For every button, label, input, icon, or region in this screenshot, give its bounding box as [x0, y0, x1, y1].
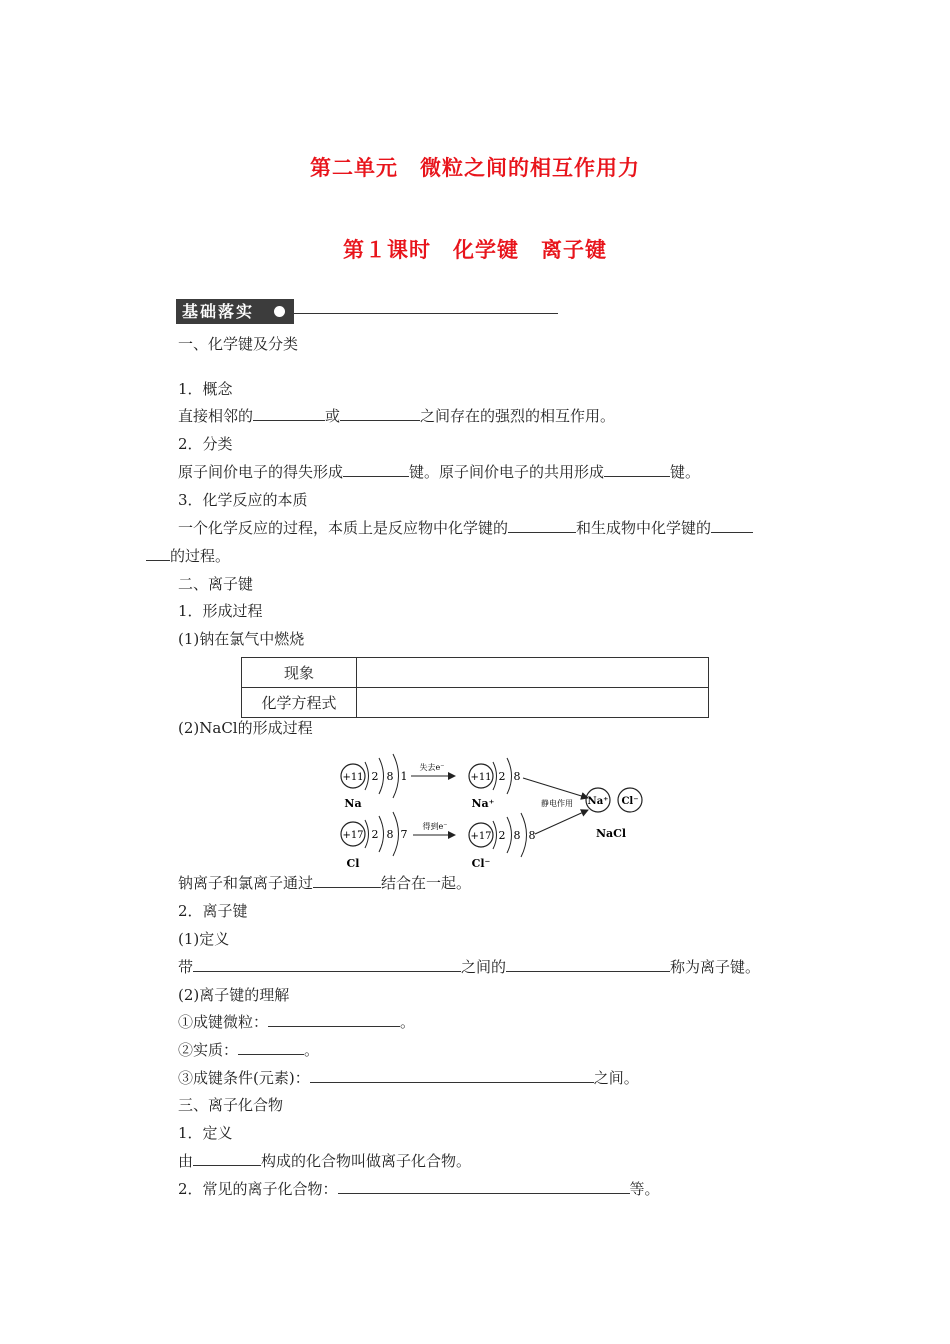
classification-line: 原子间价电子的得失形成 键。原子间价电子的共用形成 键。 — [178, 463, 701, 481]
table-row — [242, 688, 709, 718]
nacl-formation-diagram — [335, 750, 655, 875]
cl-core-text: +17 — [342, 830, 364, 841]
banner-label: 基础落实 — [176, 299, 294, 324]
blank-field[interactable] — [268, 1012, 400, 1027]
blank-field[interactable] — [338, 1179, 630, 1194]
blank-field[interactable] — [253, 406, 325, 421]
blank-field[interactable] — [343, 462, 409, 477]
cl-ion-core-text: +17 — [470, 831, 492, 842]
blank-field[interactable] — [506, 957, 670, 972]
na-ion-core-text: +11 — [470, 772, 492, 783]
blank-field[interactable] — [146, 546, 170, 561]
table-label-phenomenon: 现象 — [242, 658, 357, 688]
table-answer-cell[interactable] — [357, 658, 709, 688]
shell-count: 8 — [528, 829, 536, 842]
shell-arc — [393, 754, 399, 798]
shell-arc — [393, 812, 399, 856]
formation-title: 1．形成过程 — [178, 602, 263, 620]
shell-arc — [507, 817, 512, 853]
shell-arc — [379, 758, 384, 794]
blank-field[interactable] — [340, 406, 420, 421]
unit-title: 第二单元 微粒之间的相互作用力 — [310, 156, 640, 180]
lose-electron-label: 失去e⁻ — [419, 763, 445, 772]
nacl-product-label: NaCl — [595, 827, 627, 840]
blank-field[interactable] — [310, 1068, 594, 1083]
shell-arc — [507, 758, 512, 794]
shell-arc — [521, 813, 527, 857]
cl-minus-text: Cl⁻ — [621, 796, 639, 807]
burning-title: (1)钠在氯气中燃烧 — [178, 630, 305, 648]
shell-count: 8 — [386, 828, 394, 841]
cl-ion-label: Cl⁻ — [471, 857, 491, 870]
common-compounds-line: 2．常见的离子化合物： 等。 — [178, 1180, 660, 1198]
electrostatic-label: 静电作用 — [541, 799, 573, 808]
section-banner — [176, 299, 558, 325]
na-ion-label: Na⁺ — [471, 797, 495, 810]
converge-arrow-bottom — [535, 810, 588, 834]
understanding-title: (2)离子键的理解 — [178, 986, 290, 1004]
classification-title: 2．分类 — [178, 435, 233, 453]
shell-count: 2 — [371, 828, 379, 841]
section-3-heading: 三、离子化合物 — [178, 1096, 284, 1114]
na-core-text: +11 — [342, 772, 364, 783]
blank-field[interactable] — [193, 1151, 261, 1166]
blank-field[interactable] — [508, 518, 576, 533]
essence-title: 3．化学反应的本质 — [178, 491, 308, 509]
table-row — [242, 658, 709, 688]
shell-count: 2 — [498, 770, 506, 783]
table-label-equation: 化学方程式 — [242, 688, 357, 718]
blank-field[interactable] — [238, 1040, 304, 1055]
section-1-heading: 一、化学键及分类 — [178, 335, 299, 353]
shell-count: 7 — [400, 828, 408, 841]
na-label: Na — [344, 797, 362, 810]
shell-count: 8 — [513, 829, 521, 842]
ionic-compound-def-title: 1．定义 — [178, 1124, 233, 1142]
observation-table — [241, 657, 709, 718]
cl-label: Cl — [346, 857, 360, 870]
understanding-item-2: ②实质： 。 — [178, 1041, 320, 1059]
concept-line: 直接相邻的 或 之间存在的强烈的相互作用。 — [178, 407, 616, 425]
blank-field[interactable] — [604, 462, 670, 477]
definition-line: 带 之间的 称为离子键。 — [178, 958, 761, 976]
lesson-title: 第１课时 化学键 离子键 — [343, 238, 607, 262]
understanding-item-3: ③成键条件(元素)： 之间。 — [178, 1069, 639, 1087]
bullet-dot-icon — [274, 306, 285, 317]
ionic-bond-title: 2．离子键 — [178, 902, 248, 920]
shell-count: 2 — [498, 829, 506, 842]
essence-line: 一个化学反应的过程，本质上是反应物中化学键的 和生成物中化学键的 — [178, 518, 753, 538]
section-2-heading: 二、离子键 — [178, 575, 254, 593]
na-plus-text: Na⁺ — [587, 796, 609, 807]
converge-arrow-top — [523, 778, 588, 798]
blank-field[interactable] — [711, 518, 753, 533]
concept-title: 1．概念 — [178, 380, 233, 398]
table-answer-cell[interactable] — [357, 688, 709, 718]
shell-count: 2 — [371, 770, 379, 783]
shell-count: 8 — [386, 770, 394, 783]
shell-arc — [379, 816, 384, 852]
essence-line-cont: 的过程。 — [146, 546, 230, 566]
blank-field[interactable] — [193, 957, 461, 972]
shell-count: 1 — [400, 770, 408, 783]
combine-line: 钠离子和氯离子通过 结合在一起。 — [178, 874, 472, 892]
shell-count: 8 — [513, 770, 521, 783]
definition-title: (1)定义 — [178, 930, 230, 948]
gain-electron-label: 得到e⁻ — [422, 822, 448, 831]
nacl-formation-title: (2)NaCl的形成过程 — [178, 719, 313, 737]
understanding-item-1: ①成键微粒： 。 — [178, 1013, 416, 1031]
ionic-compound-def-line: 由 构成的化合物叫做离子化合物。 — [178, 1152, 472, 1170]
banner-rule — [294, 313, 558, 314]
blank-field[interactable] — [313, 873, 381, 888]
